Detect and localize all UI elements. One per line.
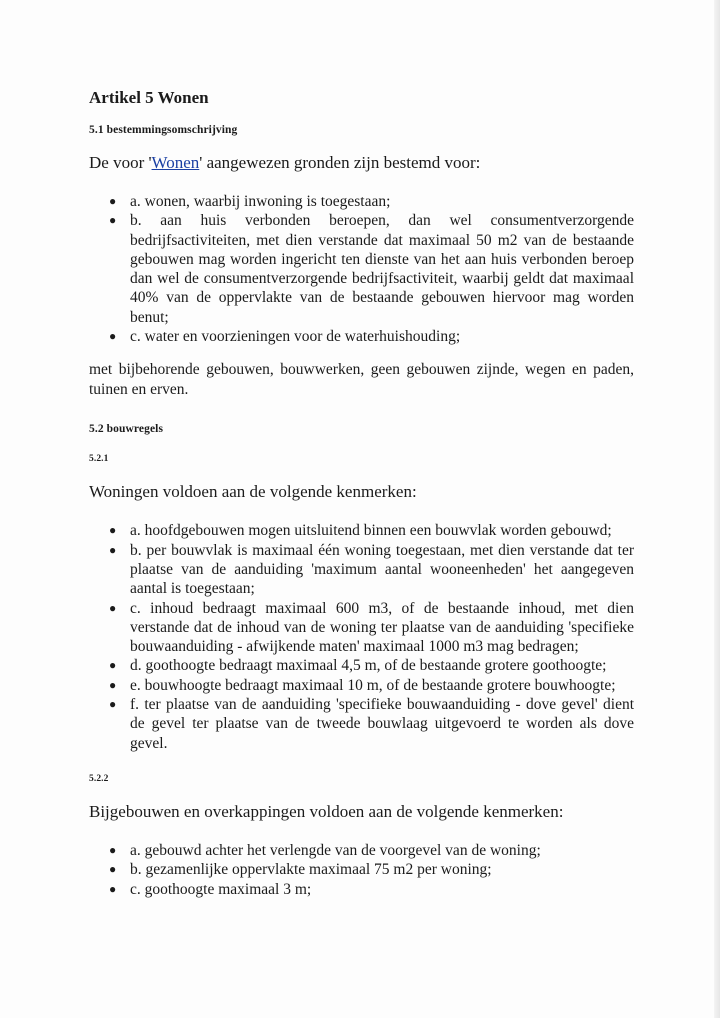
bullet-icon: ● — [109, 523, 117, 538]
page-edge-shadow — [714, 0, 720, 1018]
bullet-icon: ● — [109, 542, 117, 557]
lead-suffix: ' aangewezen gronden zijn bestemd voor: — [199, 153, 481, 172]
section-5-2-heading: 5.2 bouwregels — [89, 423, 164, 436]
section-5-2-1-heading: 5.2.1 — [89, 454, 109, 465]
list-item — [109, 880, 634, 899]
section-5-1-heading: 5.1 bestemmingsomschrijving — [89, 124, 238, 136]
list-item — [109, 656, 634, 675]
section-5-2-2-lead: Bijgebouwen en overkappingen voldoen aan de volgende kenmerken: — [89, 801, 564, 821]
section-5-2-2-list — [89, 841, 634, 899]
bullet-icon: ● — [109, 862, 117, 877]
bullet-icon: ● — [109, 194, 117, 208]
list-item-text: a. gebouwd achter het verlengde van de voorgevel van de woning; — [130, 841, 541, 859]
section-5-2-2-heading: 5.2.2 — [89, 773, 109, 784]
list-item — [109, 599, 634, 657]
list-item — [109, 695, 634, 753]
section-5-2-1-list — [89, 521, 634, 753]
list-item-text: e. bouwhoogte bedraagt maximaal 10 m, of de bestaande grotere bouwhoogte; — [130, 676, 616, 694]
list-item-text: d. goothoogte bedraagt maximaal 4,5 m, of de bestaande grotere goothoogte; — [130, 657, 607, 675]
list-item-text: c. goothoogte maximaal 3 m; — [130, 880, 312, 898]
article-title: Artikel 5 Wonen — [89, 88, 209, 107]
list-item — [109, 841, 634, 860]
bullet-icon: ● — [109, 881, 117, 896]
list-item-text: b. aan huis verbonden beroepen, dan wel consumentverzorgende bedrijfsactiviteiten, met dien verstande dat maximaal 50 m2 van de bestaande gebouwen mag worden ingericht ten dienste van het aan huis verbonden beroep dan wel de consumentverzorgende bedrijfsactiviteit, waarbij geldt dat maximaal 40% van de oppervlakte van de bestaande gebouwen hiervoor mag worden benut; — [130, 212, 634, 326]
section-5-1-list — [89, 192, 634, 346]
list-item-text: c. inhoud bedraagt maximaal 600 m3, of de bestaande inhoud, met dien verstande dat de inhoud van de woning ter plaatse van de aanduiding 'specifieke bouwaanduiding - afwijkende maten' maximaal 1000 m3 mag bedragen; — [130, 599, 634, 656]
bullet-icon: ● — [109, 677, 117, 692]
list-item — [109, 541, 634, 599]
list-item — [109, 676, 634, 695]
bullet-icon: ● — [109, 842, 117, 857]
bullet-icon: ● — [109, 600, 117, 615]
list-item — [109, 327, 634, 346]
list-item-text: a. wonen, waarbij inwoning is toegestaan; — [130, 193, 391, 210]
lead-prefix: De voor ' — [89, 153, 152, 172]
list-item-text: a. hoofdgebouwen mogen uitsluitend binnen een bouwvlak worden gebouwd; — [130, 522, 612, 540]
list-item — [109, 211, 634, 327]
list-item — [109, 521, 634, 540]
section-5-1-lead — [89, 152, 634, 174]
bullet-icon: ● — [109, 697, 117, 712]
bullet-icon: ● — [109, 329, 117, 344]
list-item-text: b. gezamenlijke oppervlakte maximaal 75 m2 per woning; — [130, 861, 492, 879]
section-5-1-closing: met bijbehorende gebouwen, bouwwerken, geen gebouwen zijnde, wegen en paden, tuinen en erven. — [89, 361, 634, 398]
document-content — [89, 86, 634, 907]
list-item-text: b. per bouwvlak is maximaal één woning toegestaan, met dien verstande dat ter plaatse van de aanduiding 'maximum aantal wooneenheden' het aangegeven aantal is toegestaan; — [130, 541, 634, 598]
bullet-icon: ● — [109, 658, 117, 673]
list-item — [109, 192, 634, 211]
wonen-link[interactable]: Wonen — [151, 153, 200, 172]
section-5-2-1-lead: Woningen voldoen aan de volgende kenmerken: — [89, 482, 417, 502]
bullet-icon: ● — [109, 213, 117, 228]
list-item-text: f. ter plaatse van de aanduiding 'specifieke bouwaanduiding - dove gevel' dient de gevel ter plaatse van de tweede bouwlaag uitgevoerd te worden als dove gevel. — [130, 696, 634, 752]
list-item — [109, 860, 634, 879]
list-item-text: c. water en voorzieningen voor de waterhuishouding; — [130, 328, 461, 346]
